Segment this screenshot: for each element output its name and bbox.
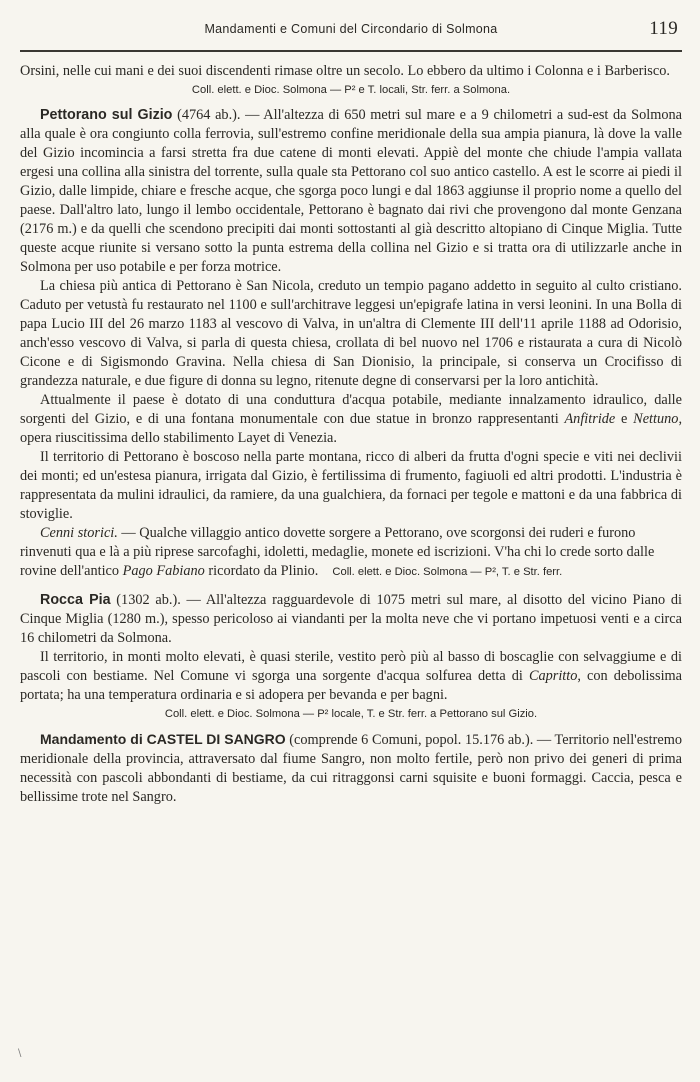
pettorano-paragraph-3: Attualmente il paese è dotato di una conduttura d'acqua potabile, mediante innalzamento idraulico, dalle sorgenti del Gizio, e di una fontana monumentale con due statue in bronzo rappresentanti Anfitride e Nettuno, opera riuscitissima dello stabilimento Layet di Venezia.: [20, 392, 683, 446]
header-rule: [20, 50, 682, 52]
pettorano-paragraph-2: La chiesa più antica di Pettorano è San Nicola, creduto un tempio pagano addetto in seguito al culto cristiano. Caduto per vetustà fu restaurato nel 1100 e sull'architrave leggesi un'epigrafe latina in versi leonini. In una Bolla di papa Lucio III del 26 marzo 1183 al vescovo di Valva, in un'altra di Clemente III dell'11 aprile 1188 ad Odorisio, anch'esso vescovo di Valva, si parla di questa chiesa, crollata di bel nuovo nel 1706 e ristaurata a cura di Nicolò Cicone e di Sigismondo Gravina. Nella chiesa di San Dionisio, la principale, si conserva un Crocifisso di grandezza naturale, e due figure di donna su legno, ritenute degne di conservarsi per la loro antichità.: [20, 278, 682, 389]
pettorano-paragraph-5: Cenni storici. — Qualche villaggio antico dovette sorgere a Pettorano, ove scorgonsi dei ruderi e furono rinvenuti qua e là a più riprese sarcofaghi, idoletti, medaglie, monete ed iscrizioni. V'ha chi lo crede sorto dalle rovine dell'antico Pago Fabiano ricordato da Plinio. Coll. elett. e Dioc. Solmona — P², T. e Str. ferr.: [20, 525, 655, 579]
intro-paragraph: Orsini, nelle cui mani e dei suoi discendenti rimase oltre un secolo. Lo ebbero da ultimo i Colonna e i Barberisco.: [20, 63, 670, 79]
intro-reference: Coll. elett. e Dioc. Solmona — P² e T. locali, Str. ferr. a Solmona.: [191, 84, 511, 96]
stray-mark: \: [18, 1048, 22, 1059]
rocca-paragraph-2: Il territorio, in monti molto elevati, è quasi sterile, vestito però più al basso di boscaglie con selvaggiume e di pascoli con bestiame. Nel Comune vi sgorga una sorgente d'acqua solfurea detta di Capritto, con debolissima portata; ha una temperatura ordinaria e si adopera per bevanda e per bagni.: [20, 649, 683, 703]
running-header: [20, 18, 682, 48]
pettorano-reference: Coll. elett. e Dioc. Solmona — P², T. e Str. ferr.: [332, 566, 563, 578]
pettorano-paragraph-4: Il territorio di Pettorano è boscoso nella parte montana, ricco di alberi da frutta d'ogni specie e viti nei declivii dei monti; ed un'estesa pianura, irrigata dal Gizio, è fertilissima di frumento, fagiuoli ed altri prodotti. L'industria è rappresentata da mulini idraulici, da ramiere, da una gualchiera, da fornaci per tegole e mattoni e da una fabbrica di stoviglie.: [20, 449, 682, 522]
rocca-heading: Rocca Pia: [40, 592, 111, 608]
page: [20, 18, 683, 807]
pettorano-paragraph-1: Pettorano sul Gizio (4764 ab.). — All'altezza di 650 metri sul mare e a 9 chilometri a sud-est da Solmona alla quale è ora congiunto colla ferrovia, sull'estremo confine meridionale della sua ampia pianura, là dove la valle del Gizio incomincia a farsi stretta fra due catene di monti elevati. Appiè del monte che chiude l'ampia vallata ergesi una collina alla sinistra del torrente, sulla quale sta Pettorano col suo antico castello. A est le scorre ai piedi il Gizio, dalle limpide, chiare e fresche acque, che sgorga poco lungi e dal 1863 aggiunse il proprio nome a quello del paese. Dall'altro lato, lungo il lembo occidentale, Pettorano è bagnato dai rivi che provengono dal monte Genzana (2176 m.) e da quelli che scendono precipiti dai monti sottostanti al già descritto altopiano di Cinque Miglia. Tutte queste acque riunite si versano sotto la punta estrema della collina nel Gizio e si tratta ora di utilizzarle anche in Solmona per uso potabile e per forza motrice.: [20, 107, 682, 275]
pettorano-heading: Pettorano sul Gizio: [40, 107, 173, 123]
header-title: Mandamenti e Comuni del Circondario di Solmona: [204, 22, 498, 36]
page-number: 119: [649, 18, 678, 39]
castel-paragraph: Mandamento di CASTEL DI SANGRO (comprende 6 Comuni, popol. 15.176 ab.). — Territorio nell'estremo meridionale della provincia, attraversato dal fiume Sangro, non molto fertile, però non privo dei generi di prima necessità con pascoli abbondanti di bestiame, da cui ritraggonsi carni squisite e buoni formaggi. Caccia, pesca e bellissime trote nel Sangro.: [20, 731, 682, 805]
castel-heading: Mandamento di CASTEL DI SANGRO: [40, 731, 286, 747]
rocca-paragraph-1: Rocca Pia (1302 ab.). — All'altezza ragguardevole di 1075 metri sul mare, al disotto del vicino Piano di Cinque Miglia (1280 m.), spesso pericoloso ai viandanti per la molta neve che vi portano impetuosi venti e a circa 16 chilometri da Solmona.: [20, 592, 683, 646]
rocca-reference: Coll. elett. e Dioc. Solmona — P² locale, T. e Str. ferr. a Pettorano sul Gizio.: [164, 708, 538, 720]
